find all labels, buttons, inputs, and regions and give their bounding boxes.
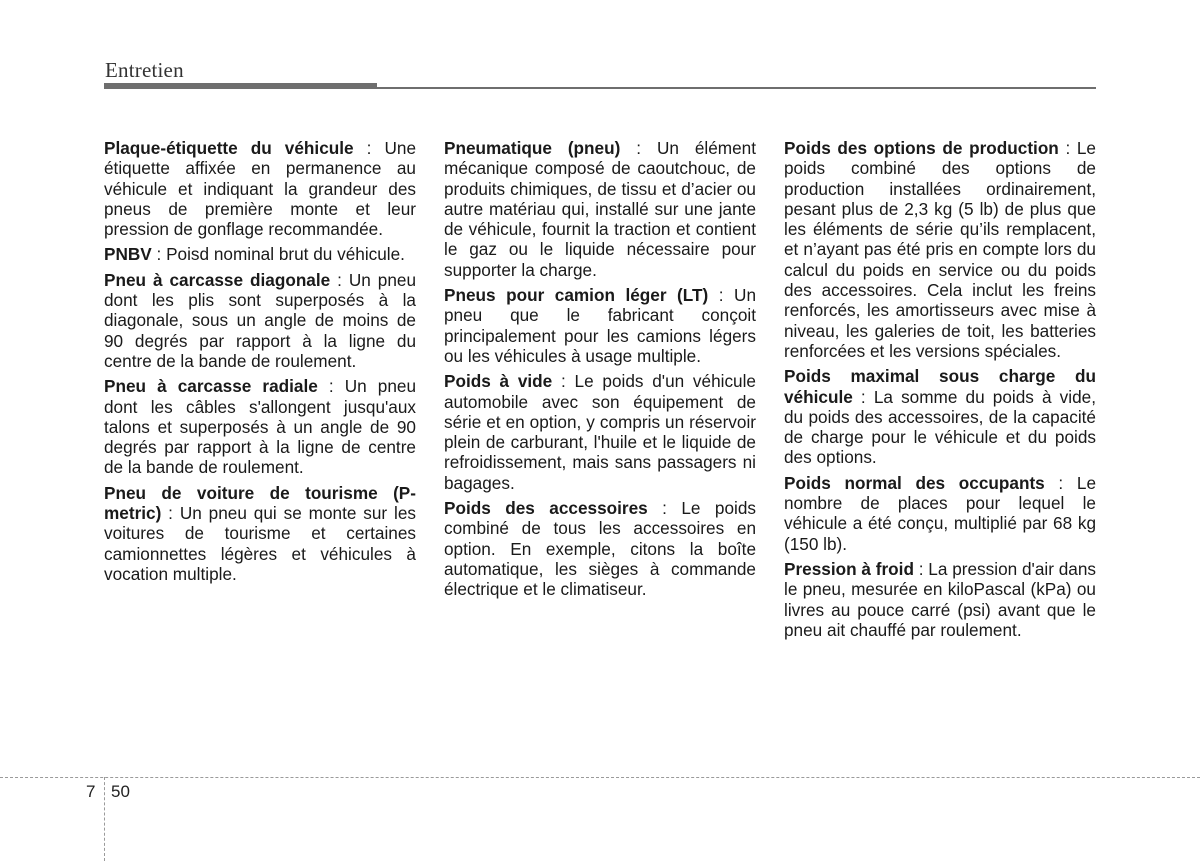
entry-definition: : La somme du poids à vide, du poids des accessoires, de la capacité de charge pour le véhicule et du poids des options. [784, 386, 1096, 468]
entry-term: Pneus pour camion léger (LT) [444, 285, 709, 306]
glossary-entry [104, 270, 416, 371]
entry-definition: : La pression d'air dans le pneu, mesurée en kiloPascal (kPa) ou livres au pouce carré (psi) avant que le pneu ait chauffé par roulement. [784, 558, 1096, 640]
column-1 [104, 138, 416, 589]
glossary-entry [784, 366, 1096, 467]
entry-term: Poids des accessoires [444, 498, 648, 519]
entry-definition: : Un pneu qui se monte sur les voitures de tourisme et certaines camionnettes légères et véhicules à vocation multiple. [104, 503, 416, 584]
entry-definition: : Un pneu que le fabricant conçoit principalement pour les camions légers ou les véhicules à usage multiple. [444, 285, 756, 366]
glossary-entry [784, 138, 1096, 361]
entry-term: Pneu à carcasse diagonale [104, 269, 331, 290]
chapter-number: 7 [86, 782, 96, 801]
entry-definition: : Le poids combiné des options de production installées ordinairement, pesant plus de 2,3 kg (5 lb) de plus que les éléments de série qu’ils remplacent, et n’ayant pas été pris en compte lors du calcul du poids en service ou du poids des accessoires. Cela inclut les freins renforcés, les amortisseurs avec mise à niveau, les galeries de toit, les batteries renforcées et les versions spéciales. [784, 138, 1096, 361]
entry-term: Poids maximal sous charge du véhicule [784, 366, 1096, 407]
entry-definition: : Le nombre de places pour lequel le véhicule a été conçu, multiplié par 68 kg (150 lb). [784, 472, 1096, 554]
entry-term: Poids à vide [444, 371, 553, 392]
entry-term: Pneu de voiture de tourisme (P-metric) [104, 482, 416, 524]
entry-definition: : Poisd nominal brut du véhicule. [151, 244, 405, 265]
footer-divider [0, 777, 1200, 778]
header-rule-thick [104, 83, 377, 89]
glossary-entry [104, 244, 416, 264]
column-2 [444, 138, 756, 605]
entry-definition: : Le poids combiné de tous les accessoires en option. En exemple, citons la boîte automatique, les sièges à commande électrique et le climatiseur. [444, 498, 756, 600]
entry-definition: : Le poids d'un véhicule automobile avec son équipement de série et en option, y compris un réservoir plein de carburant, l'huile et le liquide de refroidissement, mais sans passagers ni bagages. [444, 371, 756, 493]
entry-term: Plaque-étiquette du véhicule [104, 138, 354, 158]
glossary-entry [444, 371, 756, 493]
glossary-entry [784, 559, 1096, 640]
header-rule-thin [377, 87, 1096, 89]
glossary-entry [444, 138, 756, 280]
glossary-entry [104, 376, 416, 477]
glossary-entry [444, 498, 756, 599]
entry-term: Pneumatique (pneu) [444, 138, 621, 158]
page-number: 50 [111, 782, 130, 801]
entry-term: Poids des options de production [784, 138, 1059, 158]
glossary-entry [104, 483, 416, 584]
entry-definition: : Un élément mécanique composé de caoutchouc, de produits chimiques, de tissu et d’acier ou autre matériau qui, installé sur une jante de véhicule, fournit la traction et contient le gaz ou le liquide nécessaire pour supporter la charge. [444, 138, 756, 280]
entry-term: PNBV [104, 244, 152, 265]
entry-term: Pneu à carcasse radiale [104, 376, 318, 397]
section-title: Entretien [105, 58, 184, 82]
column-3 [784, 138, 1096, 645]
entry-term: Poids normal des occupants [784, 472, 1045, 493]
entry-definition: : Un pneu dont les plis sont superposés à la diagonale, sous un angle de moins de 90 degrés par rapport à la ligne du centre de la bande de roulement. [104, 269, 417, 371]
entry-definition: : Une étiquette affixée en permanence au véhicule et indiquant la grandeur des pneus de première monte et leur pression de gonflage recommandée. [104, 138, 417, 240]
entry-term: Pression à froid [784, 558, 914, 579]
footer-vertical-divider [104, 777, 105, 861]
glossary-entry [444, 285, 756, 366]
entry-definition: : Un pneu dont les câbles s'allongent jusqu'aux talons et superposés à un angle de 90 degrés par rapport à la ligne de centre de la bande de roulement. [104, 376, 417, 478]
glossary-entry [784, 473, 1096, 554]
glossary-entry [104, 138, 416, 239]
